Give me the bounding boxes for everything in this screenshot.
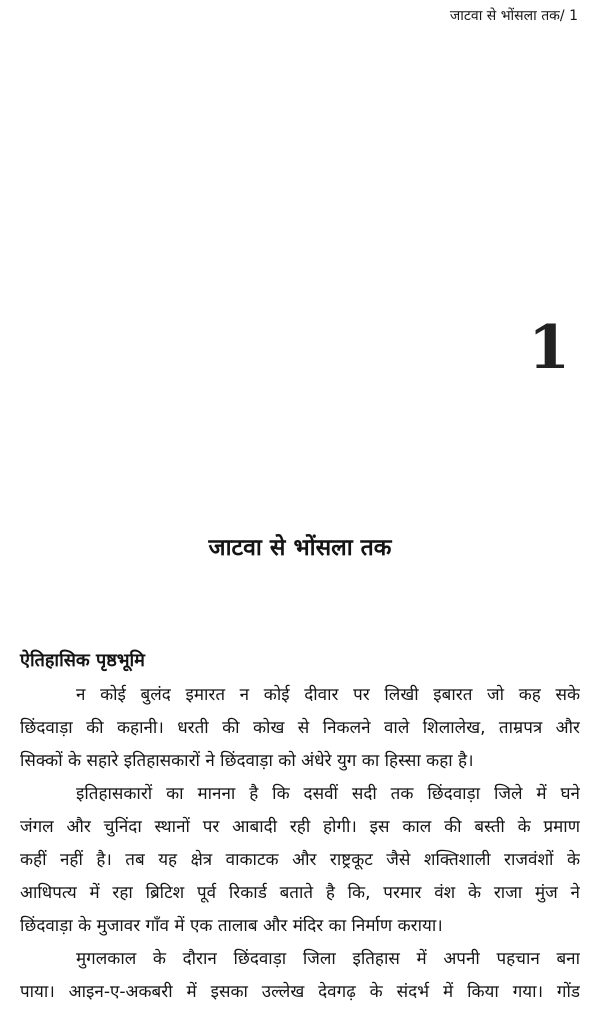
body-text [20, 679, 580, 1009]
body-line: छिंदवाड़ा के मुजावर गाँव में एक तालाब और मंदिर का निर्माण कराया। [20, 916, 443, 936]
body-line: मुगलकाल के दौरान छिंदवाड़ा जिला इतिहास में अपनी पहचान बना [76, 949, 580, 969]
body-line: आधिपत्य में रहा ब्रिटिश पूर्व रिकार्ड बताते है कि, परमार वंश के राजा मुंज ने [20, 883, 580, 903]
body-line: छिंदवाड़ा की कहानी। धरती की कोख से निकलने वाले शिलालेख, ताम्रपत्र और [20, 718, 580, 738]
body-line: इतिहासकारों का मानना है कि दसवीं सदी तक छिंदवाड़ा जिले में घने [76, 784, 580, 804]
chapter-number: 1 [528, 313, 570, 383]
chapter-title: जाटवा से भोंसला तक [208, 535, 392, 561]
body-line: न कोई बुलंद इमारत न कोई दीवार पर लिखी इबारत जो कह सके [76, 685, 580, 705]
body-line: कहीं नहीं है। तब यह क्षेत्र वाकाटक और राष्ट्रकूट जैसे शक्तिशाली राजवंशों के [20, 850, 580, 870]
body-line: पाया। आइन-ए-अकबरी में इसका उल्लेख देवगढ़ के संदर्भ में किया गया। गोंड [20, 982, 580, 1002]
body-line: जंगल और चुनिंदा स्थानों पर आबादी रही होगी। इस काल की बस्ती के प्रमाण [20, 817, 580, 837]
body-line: सिक्कों के सहारे इतिहासकारों ने छिंदवाड़ा को अंधेरे युग का हिस्सा कहा है। [20, 751, 474, 771]
section-heading: ऐतिहासिक पृष्ठभूमि [20, 650, 145, 671]
running-header: जाटवा से भोंसला तक/ 1 [449, 8, 578, 24]
